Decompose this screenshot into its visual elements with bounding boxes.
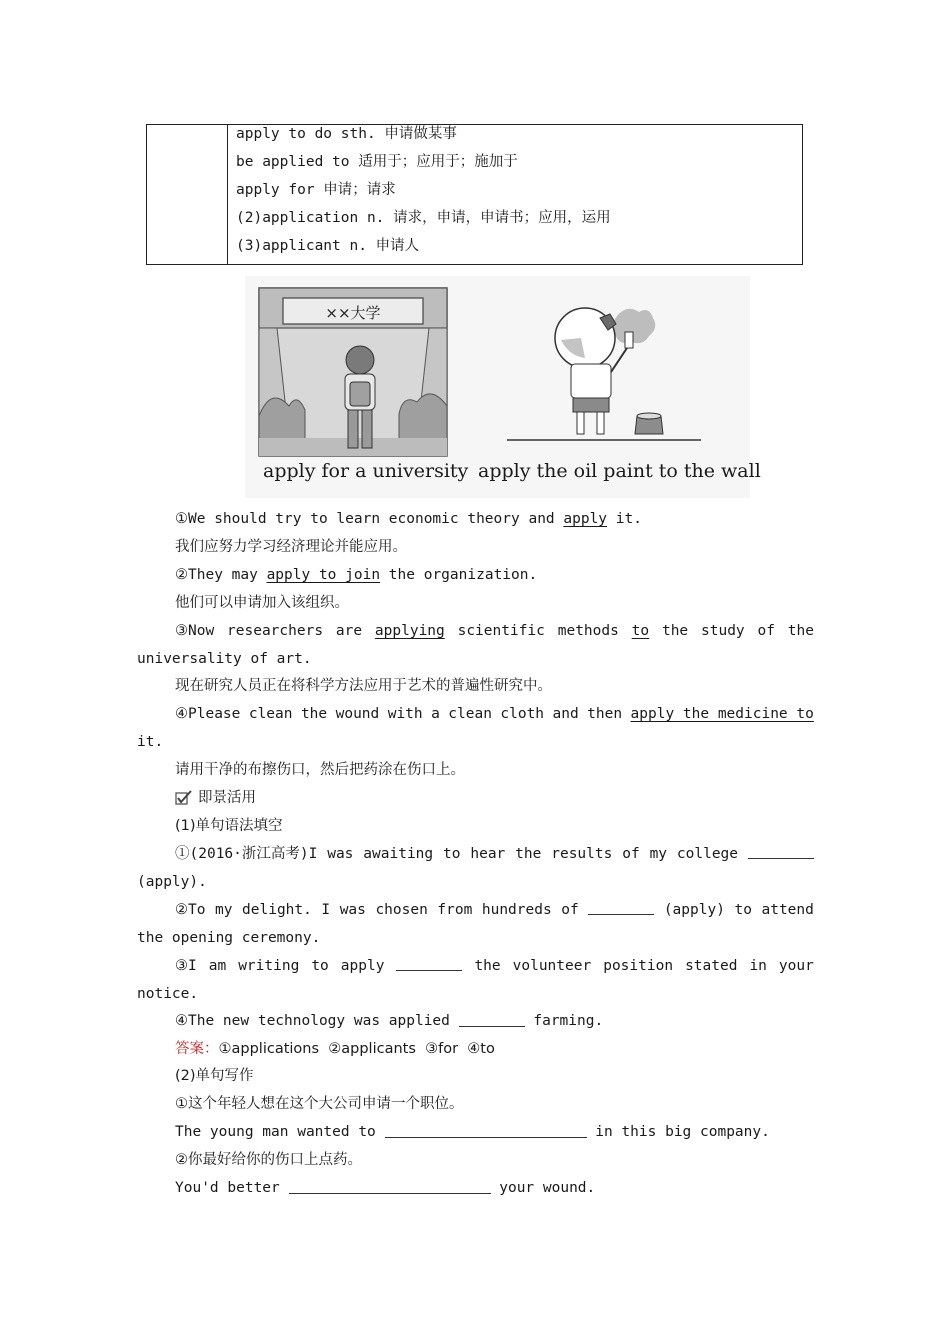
word: study xyxy=(701,623,745,639)
underlined-word: apply xyxy=(563,511,608,527)
answer-line xyxy=(175,1039,495,1059)
word: and xyxy=(552,706,579,722)
word: from xyxy=(437,902,473,918)
word: my xyxy=(215,902,233,918)
example-1-translation: 我们应努力学习经济理论并能应用。 xyxy=(175,539,407,555)
underlined-word: applying xyxy=(374,623,445,639)
question-text: The young man wanted to xyxy=(175,1124,385,1140)
example-4-continued: it. xyxy=(137,734,164,750)
word: hear xyxy=(470,846,506,862)
word: results xyxy=(551,846,613,862)
word: was xyxy=(339,902,366,918)
vocab-table xyxy=(146,124,803,265)
table-row: apply to do sth. 申请做某事 xyxy=(236,126,457,142)
example-3-continued: universality of art. xyxy=(137,651,312,667)
word: to xyxy=(311,958,329,974)
subsection-grammar-fill: (1)单句语法填空 xyxy=(175,818,283,834)
answer-blank[interactable] xyxy=(385,1123,587,1138)
word: are xyxy=(335,623,363,639)
word: scientific xyxy=(457,623,545,639)
sign-text: ××大学 xyxy=(325,304,381,322)
subsection-sentence-writing: (2)单句写作 xyxy=(175,1068,254,1084)
word: to xyxy=(734,902,752,918)
word: the xyxy=(661,623,689,639)
word: then xyxy=(587,706,623,722)
word: in xyxy=(749,958,767,974)
answer-label: 答案： xyxy=(175,1041,219,1057)
writing-2-english xyxy=(175,1178,595,1198)
word: am xyxy=(208,958,227,974)
example-4 xyxy=(175,704,814,724)
table-row: be applied to 适用于；应用于；施加于 xyxy=(236,154,518,170)
answer-text: ①applications ②applicants ③for ④to xyxy=(218,1041,495,1057)
word: my xyxy=(649,846,668,862)
word: cloth xyxy=(500,706,545,722)
word: clean xyxy=(248,706,293,722)
table-left-column xyxy=(147,125,228,264)
example-2 xyxy=(175,565,537,585)
question-1 xyxy=(175,844,814,864)
word: chosen xyxy=(375,902,428,918)
example-3 xyxy=(175,621,814,641)
word: stated xyxy=(685,958,738,974)
word: with xyxy=(387,706,423,722)
word: awaiting xyxy=(363,846,434,862)
answer-blank[interactable] xyxy=(289,1179,491,1194)
word: ②To xyxy=(175,902,206,918)
word: of xyxy=(757,623,775,639)
table-row: (2)application n. 请求，申请，申请书；应用，运用 xyxy=(236,210,611,226)
table-row: apply for 申请；请求 xyxy=(236,182,396,198)
table-rows xyxy=(236,125,611,265)
caption-apply-for-university: apply for a university xyxy=(263,460,469,482)
word: delight. xyxy=(242,902,312,918)
illustration xyxy=(245,276,761,498)
example-text: ②They may xyxy=(175,567,267,583)
example-1 xyxy=(175,509,642,529)
word: I xyxy=(321,902,331,918)
answer-blank[interactable] xyxy=(588,900,654,915)
word: the xyxy=(474,958,501,974)
answer-blank[interactable] xyxy=(748,844,814,859)
question-text: your wound. xyxy=(490,1180,596,1196)
word: ④Please xyxy=(175,706,241,722)
word: volunteer xyxy=(512,958,592,974)
writing-1-chinese: ①这个年轻人想在这个大公司申请一个职位。 xyxy=(175,1096,464,1112)
word: ③Now xyxy=(175,623,215,639)
example-4-translation: 请用干净的布擦伤口，然后把药涂在伤口上。 xyxy=(175,762,465,778)
word: to xyxy=(443,846,461,862)
question-text: You'd better xyxy=(175,1180,289,1196)
word: position xyxy=(603,958,674,974)
writing-1-english xyxy=(175,1122,770,1142)
practice-heading xyxy=(175,788,256,808)
word: (apply) xyxy=(663,902,725,918)
example-text: the organization. xyxy=(380,567,538,583)
example-text: ①We should try to learn economic theory and xyxy=(175,511,564,527)
word: the xyxy=(300,706,328,722)
example-text: it. xyxy=(607,511,642,527)
underlined-word: apply to join xyxy=(266,567,381,583)
underlined-word: to xyxy=(631,623,650,639)
question-text: in this big company. xyxy=(586,1124,770,1140)
question-2 xyxy=(175,900,814,920)
word: clean xyxy=(448,706,492,722)
checkbox-icon xyxy=(175,790,192,805)
answer-blank[interactable] xyxy=(459,1012,525,1027)
word: the xyxy=(787,623,814,639)
question-2-continued: the opening ceremony. xyxy=(137,930,321,946)
word: ③I xyxy=(175,958,197,974)
word: your xyxy=(778,958,814,974)
example-3-translation: 现在研究人员正在将科学方法应用于艺术的普遍性研究中。 xyxy=(175,678,552,694)
question-text: farming. xyxy=(524,1013,604,1029)
question-1-continued: (apply). xyxy=(137,874,207,890)
word: was xyxy=(327,846,354,862)
answer-blank[interactable] xyxy=(396,956,462,971)
question-4 xyxy=(175,1011,603,1031)
caption-apply-oil-paint: apply the oil paint to the wall xyxy=(478,460,761,482)
example-2-translation: 他们可以申请加入该组织。 xyxy=(175,595,349,611)
word: ①(2016·浙江高考)I xyxy=(175,846,318,862)
word: writing xyxy=(238,958,300,974)
writing-2-chinese: ②你最好给你的伤口上点药。 xyxy=(175,1152,362,1168)
question-text: ④The new technology was applied xyxy=(175,1013,459,1029)
word: methods xyxy=(557,623,619,639)
word: attend xyxy=(761,902,814,918)
underlined-word: apply the medicine to xyxy=(630,706,814,722)
word: college xyxy=(676,846,739,862)
word: researchers xyxy=(227,623,324,639)
word: of xyxy=(622,846,640,862)
word: apply xyxy=(340,958,385,974)
question-3 xyxy=(175,956,814,976)
word: wound xyxy=(335,706,380,722)
question-3-continued: notice. xyxy=(137,986,199,1002)
word: of xyxy=(561,902,579,918)
table-row: (3)applicant n. 申请人 xyxy=(236,238,420,254)
word: hundreds xyxy=(481,902,552,918)
word: the xyxy=(515,846,542,862)
practice-heading-text: 即景活用 xyxy=(198,790,256,806)
word: a xyxy=(431,706,440,722)
